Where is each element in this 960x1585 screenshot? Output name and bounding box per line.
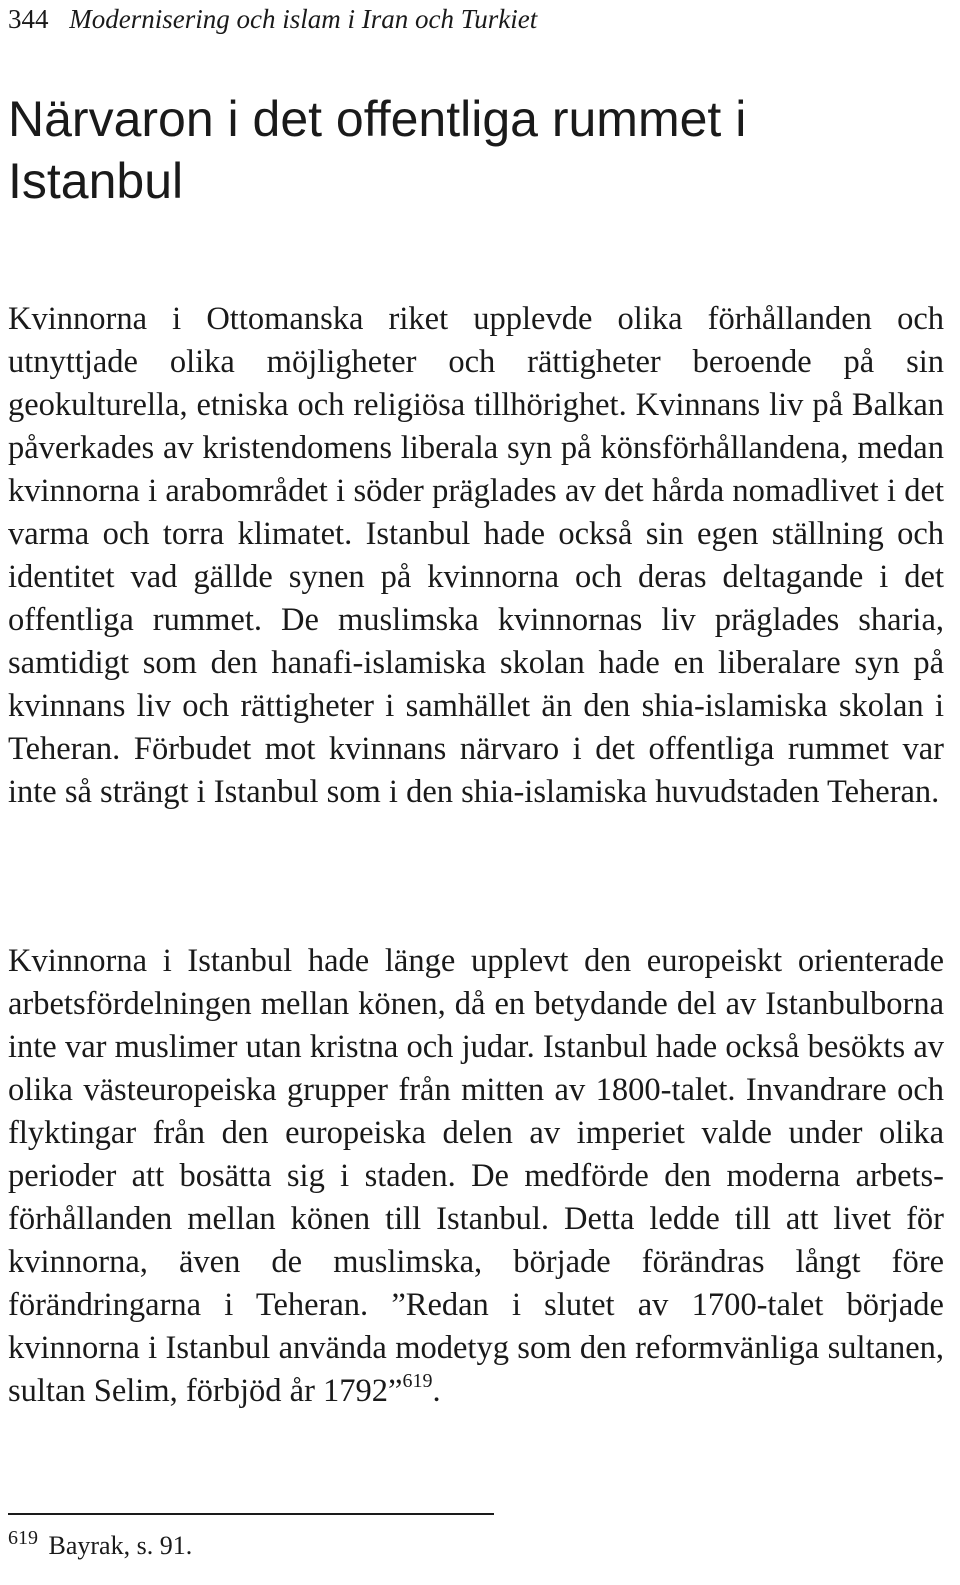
footnote-reference[interactable]: 619 xyxy=(402,1370,433,1393)
running-header xyxy=(8,2,537,36)
footnote-text: Bayrak, s. 91. xyxy=(48,1531,193,1560)
page-number: 344 xyxy=(8,4,49,34)
paragraph-2-text: Kvinnorna i Istanbul hade länge upplevt den europeiskt orienterade arbetsfördelningen mellan könen, då en betydande del av Istanbulborna inte var muslimer utan kristna och judar. Istanbul hade också besökts av olika västeuropeiska grupper från mitten av 1800-talet. Invandrare och flyktingar från den europeiska delen av imperiet valde under olika perioder att bosätta sig i staden. De medförde den moderna arbetsförhållanden mellan könen till Istanbul. Detta ledde till att livet för kvinnorna, även de muslimska, började förändras långt före förändringarna i Teheran. ”Redan i slutet av 1700-talet började kvinnorna i Istanbul använda modetyg som den reformvänliga sultanen, sultan Selim, förbjöd år 1792” xyxy=(8,943,944,1409)
section-title: Närvaron i det offentliga rummet i Istanbul xyxy=(8,91,747,209)
body-paragraph-2 xyxy=(8,940,944,1413)
running-title: Modernisering och islam i Iran och Turkiet xyxy=(69,4,538,34)
paragraph-1-text: Kvinnorna i Ottomanska riket upplevde olika förhållanden och utnyttjade olika möjligheter och rättigheter beroende på sin geokulturella, etniska och religiösa tillhörighet. Kvinnans liv på Balkan påverkades av kristendomens liberala syn på könsförhållandena, medan kvinnorna i arabområdet i söder präglades av det hårda nomadlivet i det varma och torra klimatet. Istanbul hade också sin egen ställning och identitet vad gällde synen på kvinnorna och deras deltagande i det offentliga rummet. De muslimska kvinnornas liv präglades sharia, samtidigt som den hanafi-islamiska skolan hade en liberalare syn på kvinnans liv och rättigheter i samhället än den shia-islamiska skolan i Teheran. Förbudet mot kvinnans närvaro i det offentliga rummet var inte så strängt i Istanbul som i den shia-islamiska huvudstaden Teheran. xyxy=(8,301,944,810)
footnote xyxy=(8,1521,192,1571)
footnote-divider xyxy=(8,1513,494,1515)
paragraph-2-end: . xyxy=(432,1373,441,1409)
footnote-mark: 619 xyxy=(8,1527,38,1550)
body-paragraph-1 xyxy=(8,298,944,814)
